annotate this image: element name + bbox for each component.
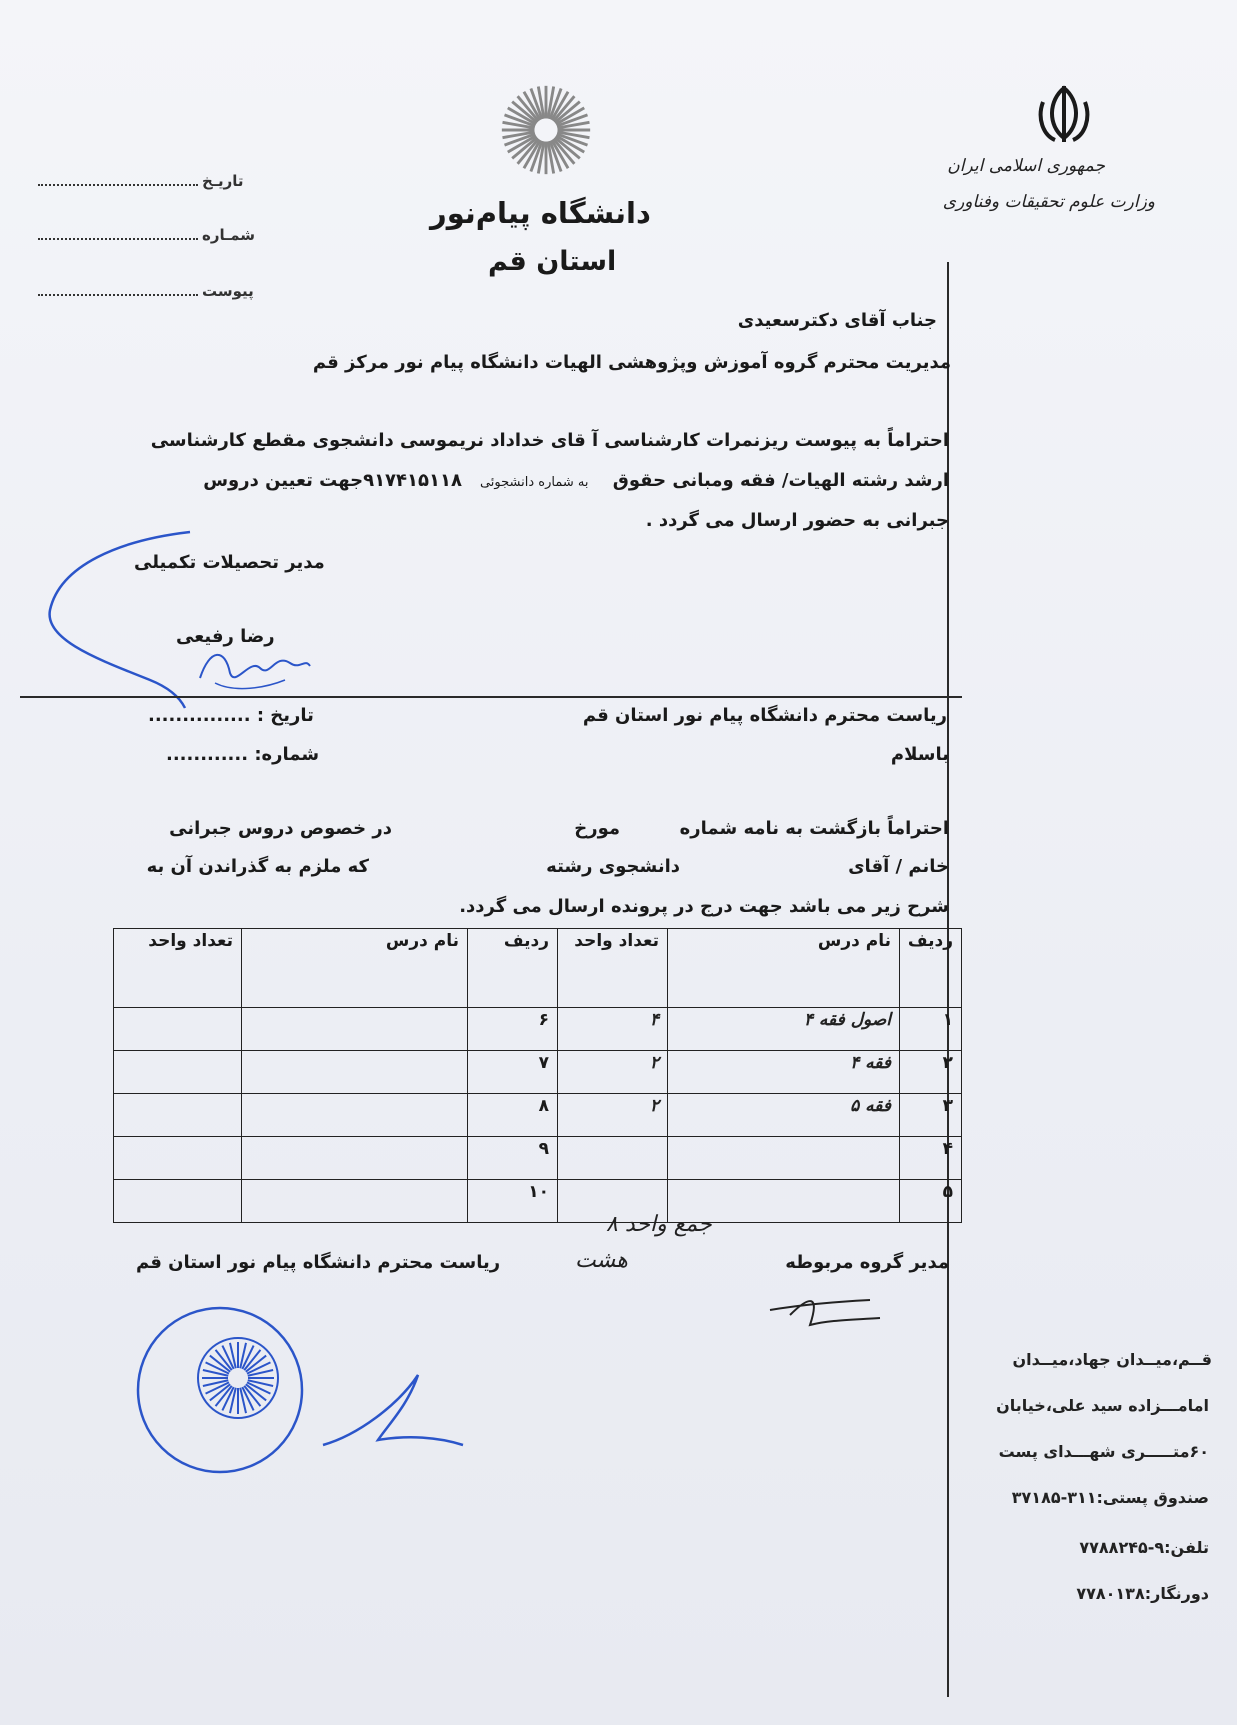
course-name [242, 1180, 468, 1223]
header-course-1: نام درس [668, 929, 900, 1008]
compensatory-courses-table [113, 928, 962, 1223]
address-line: دورنگار:۷۷۸۰۱۳۸ [1076, 1584, 1209, 1603]
date-label: تاریـخ [202, 172, 244, 190]
attachment-field [38, 282, 254, 300]
course-units: ۴ [558, 1008, 668, 1051]
ministry-name: وزارت علوم تحقیقات وفناوری [942, 192, 1155, 212]
row-number: ۳ [900, 1094, 962, 1137]
letter-recipient: جناب آقای دکترسعیدی [737, 310, 937, 331]
reply-line-2c: که ملزم به گذراندن آن به [146, 856, 369, 877]
reply-line-1c: در خصوص دروس جبرانی [169, 818, 392, 839]
row-number: ۱ [900, 1008, 962, 1051]
letter-line-2 [203, 470, 949, 491]
group-head-title: مدیر گروه مربوطه [785, 1252, 949, 1273]
letter-line-2-small: به شماره دانشجوئی [479, 475, 589, 490]
header-course-2: نام درس [242, 929, 468, 1008]
province-name: استان قم [488, 246, 617, 277]
course-units [558, 1137, 668, 1180]
reply-number: شماره: ............ [166, 744, 320, 765]
course-name [242, 1094, 468, 1137]
date-field [38, 172, 243, 190]
course-name: اصول فقه ۴ [668, 1008, 900, 1051]
iran-emblem-icon [1029, 80, 1099, 150]
signer-title: مدیر تحصیلات تکمیلی [134, 552, 325, 573]
address-line: امامـــزاده سید علی،خیابان [996, 1396, 1209, 1415]
row-number: ۵ [900, 1180, 962, 1223]
course-name [242, 1137, 468, 1180]
reply-date: تاریخ : ............... [148, 705, 314, 726]
table-header-row [114, 929, 962, 1008]
attachment-label: پیوست [202, 282, 254, 300]
signature-group-head [760, 1280, 890, 1340]
course-units [114, 1094, 242, 1137]
signature-president [318, 1365, 468, 1465]
gov-name: جمهوری اسلامی ایران [947, 156, 1105, 176]
course-units: ۲ [558, 1094, 668, 1137]
university-stamp [130, 1300, 310, 1480]
table-row [114, 1137, 962, 1180]
row-number: ۱۰ [468, 1180, 558, 1223]
address-line: ۶۰متـــــری شهـــدای پست [998, 1442, 1209, 1461]
row-number: ۶ [468, 1008, 558, 1051]
university-logo-icon [498, 82, 594, 178]
header-row-no-1: ردیف [900, 929, 962, 1008]
president-title: ریاست محترم دانشگاه پیام نور استان قم [136, 1252, 501, 1273]
table-row [114, 1051, 962, 1094]
reply-line-1a: احتراماً بازگشت به نامه شماره [679, 818, 949, 839]
course-name: فقه ۵ [668, 1094, 900, 1137]
header-units-2: تعداد واحد [114, 929, 242, 1008]
reply-line-1b: مورخ [574, 818, 620, 839]
letter-recipient-title: مدیریت محترم گروه آموزش وپژوهشی الهیات دانشگاه پیام نور مرکز قم [312, 352, 951, 373]
reply-line-2a: خانم / آقای [848, 856, 949, 877]
signature-rafiei [195, 638, 315, 698]
course-name: فقه ۴ [668, 1051, 900, 1094]
reply-line-3: شرح زیر می باشد جهت درج در پرونده ارسال می گردد. [459, 896, 949, 917]
total-units-note: جمع واحد ۸ [606, 1212, 712, 1237]
course-units [114, 1180, 242, 1223]
course-units [114, 1008, 242, 1051]
row-number: ۴ [900, 1137, 962, 1180]
university-name: دانشگاه پیام‌نور [430, 196, 651, 230]
signer-name: رضا رفیعی [176, 626, 275, 647]
number-label: شمـاره [202, 226, 256, 244]
letter-line-1: احتراماً به پیوست ریزنمرات کارشناسی آ قای خداداد نریموسی دانشجوی مقطع کارشناسی [150, 430, 949, 451]
address-line: قــم،میــدان جهاد،میــدان [1012, 1350, 1212, 1369]
table-row [114, 1008, 962, 1051]
student-id: ۹۱۷۴۱۵۱۱۸جهت تعیین دروس [203, 470, 462, 491]
number-field [38, 226, 255, 244]
reply-recipient: ریاست محترم دانشگاه پیام نور استان قم [582, 705, 947, 726]
address-line: تلفن:۹-۷۷۸۸۲۴۵ [1079, 1538, 1209, 1557]
address-line: صندوق پستی:۳۱۱-۳۷۱۸۵ [1011, 1488, 1209, 1507]
reply-line-2b: دانشجوی رشته [546, 856, 680, 877]
header-row-no-2: ردیف [468, 929, 558, 1008]
letter-line-2-start: ارشد رشته الهیات/ فقه ومبانی حقوق [612, 470, 949, 491]
row-number: ۹ [468, 1137, 558, 1180]
course-units: ۲ [558, 1051, 668, 1094]
course-units [114, 1051, 242, 1094]
total-units-word: هشت [575, 1248, 628, 1273]
course-name [668, 1137, 900, 1180]
table-row [114, 1094, 962, 1137]
row-number: ۷ [468, 1051, 558, 1094]
course-name [242, 1051, 468, 1094]
reply-greeting: باسلام [890, 744, 949, 765]
header-units-1: تعداد واحد [558, 929, 668, 1008]
course-units [114, 1137, 242, 1180]
letter-line-3: جبرانی به حضور ارسال می گردد . [645, 510, 949, 531]
table-row [114, 1180, 962, 1223]
course-name [242, 1008, 468, 1051]
row-number: ۸ [468, 1094, 558, 1137]
section-divider [20, 696, 962, 698]
row-number: ۲ [900, 1051, 962, 1094]
